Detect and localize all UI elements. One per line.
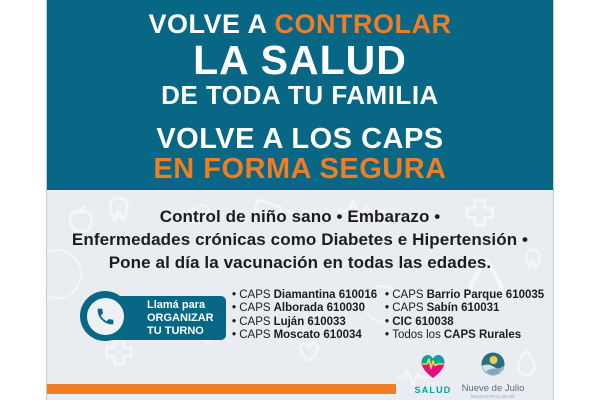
phone-badge-inner [87,298,124,335]
services-line2: Enfermedades crónicas como Diabetes e Hipertensión • [71,230,529,249]
municipality-subtitle: MUNICIPALIDAD [470,394,516,399]
caps-prefix: CAPS [239,329,271,342]
list-item [232,302,377,315]
headline-line3: DE TODA TU FAMILIA [161,80,439,110]
list-item [385,316,544,329]
caps-name: Barrio Parque 610035 [426,289,545,301]
headline-line1-orange: CONTROLAR [274,9,452,39]
header-banner [47,0,553,190]
list-item [232,329,377,342]
caps-name: CIC 610038 [392,315,454,328]
list-item [232,289,377,302]
services-line3: Pone al día la vacunación en todas las edades. [108,253,492,272]
headline-line5: EN FORMA SEGURA [153,153,447,185]
list-item [385,302,544,315]
municipality-name: Nueve de Julio [461,383,525,394]
list-item [385,289,544,302]
services-text [47,205,553,274]
caps-prefix: CAPS [239,302,271,315]
cta-line2: ORGANIZAR [147,312,214,324]
list-item [232,316,377,329]
caps-name: Alborada 610030 [273,302,365,315]
plus-icon [107,340,131,364]
cta-line3: TU TURNO [147,325,204,337]
headline-line1-white: VOLVE A [148,9,275,39]
municipality-logo [444,352,542,399]
caps-prefix: Todos los [392,329,441,342]
caps-prefix: CAPS [392,289,424,301]
salud-label: SALUD [414,385,452,395]
caps-name: Diamantina 610016 [273,289,378,301]
municipality-seal-icon [481,352,505,376]
orange-divider-bar [47,384,396,394]
caps-name: CAPS Rurales [443,329,522,342]
headline-line2: LA SALUD [193,37,407,83]
headline-line4: VOLVE A LOS CAPS [156,123,444,155]
caps-name: Sabín 610031 [426,302,500,315]
caps-prefix: CAPS [239,315,271,328]
caps-list-left [232,289,377,343]
health-campaign-poster [47,0,553,400]
caps-prefix: CAPS [239,289,271,301]
headline-line1 [47,0,553,39]
caps-name: Moscato 610034 [273,329,362,342]
phone-badge [80,291,130,341]
caps-name: Luján 610033 [273,315,346,328]
list-item [385,329,544,342]
services-line1: Control de niño sano • Embarazo • [159,207,441,226]
caps-prefix: CAPS [392,302,424,315]
phone-icon [95,306,116,327]
cta-line1: Llamá para [147,299,206,311]
heart-icon [300,343,318,361]
caps-list-right [385,289,544,343]
